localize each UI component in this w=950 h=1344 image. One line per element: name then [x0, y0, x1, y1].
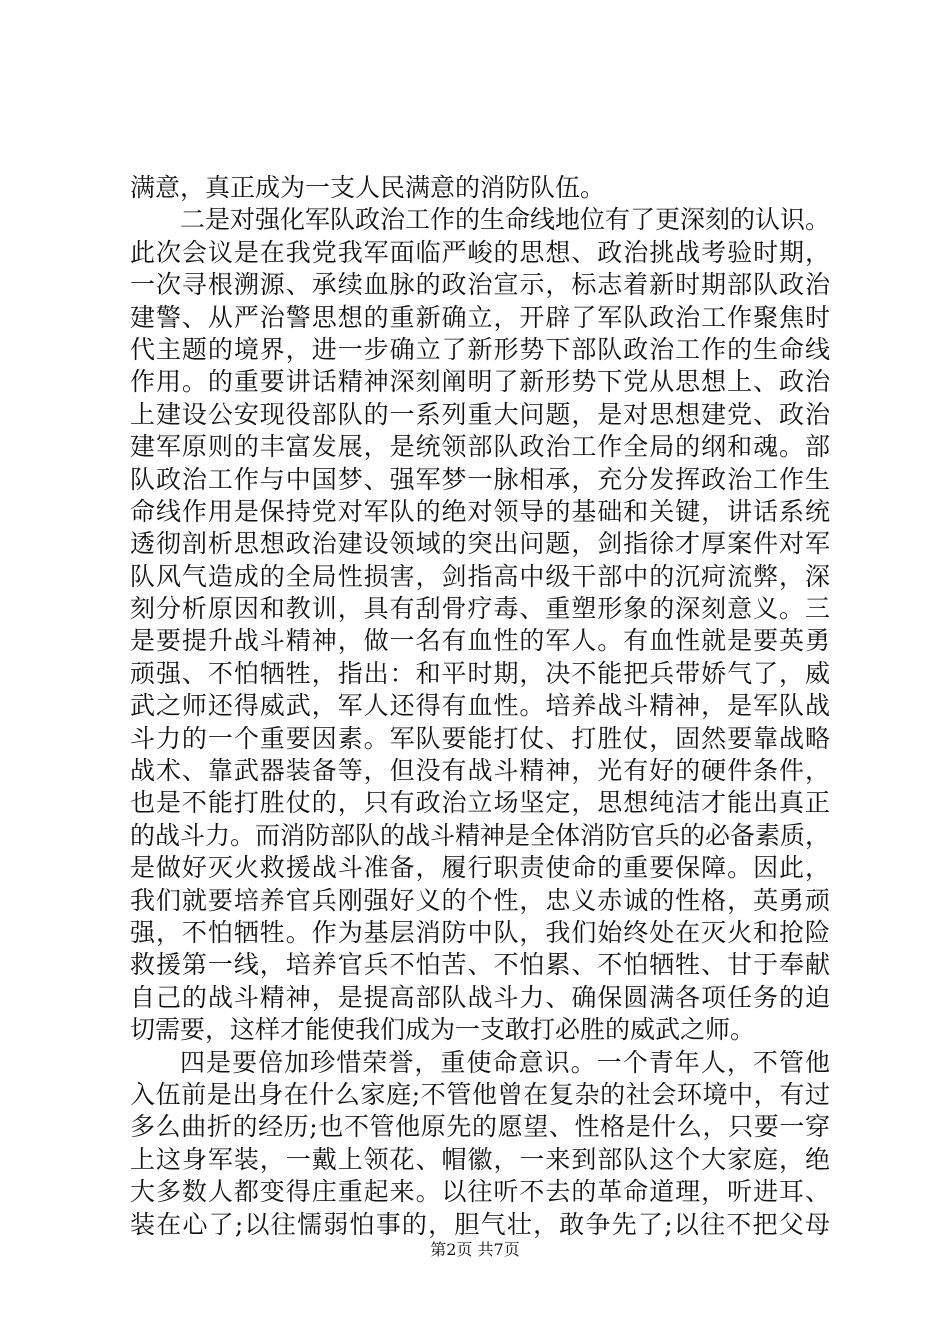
text-line: 满意，真正成为一支人民满意的消防队伍。 — [130, 173, 606, 202]
text-line: 是做好灭火救援战斗准备，履行职责使命的重要保障。因此， — [130, 853, 830, 883]
text-line: 大多数人都变得庄重起来。以往听不去的革命道理，听进耳、 — [130, 1177, 830, 1207]
text-line: 队风气造成的全局性损害，剑指高中级干部中的沉疴流弊，深 — [130, 561, 830, 591]
text-line: 斗力的一个重要因素。军队要能打仗、打胜仗，固然要靠战略 — [130, 723, 830, 753]
text-line: 上这身军装，一戴上领花、帽徽，一来到部队这个大家庭，绝 — [130, 1144, 830, 1174]
text-line: 透彻剖析思想政治建设领域的突出问题，剑指徐才厚案件对军 — [130, 529, 830, 559]
page-footer: 第2页 共7页 — [430, 1240, 520, 1259]
text-line: 的战斗力。而消防部队的战斗精神是全体消防官兵的必备素质， — [130, 820, 831, 850]
text-line: 顽强、不怕牺牲，指出：和平时期，决不能把兵带娇气了，威 — [130, 658, 830, 688]
text-line: 上建设公安现役部队的一系列重大问题，是对思想建党、政治 — [130, 399, 830, 429]
text-line: 代主题的境界，进一步确立了新形势下部队政治工作的生命线 — [130, 334, 830, 364]
text-line: 建警、从严治警思想的重新确立，开辟了军队政治工作聚焦时 — [130, 302, 830, 332]
text-line: 是要提升战斗精神，做一名有血性的军人。有血性就是要英勇 — [130, 626, 830, 656]
text-line: 武之师还得威武，军人还得有血性。培养战斗精神，是军队战 — [130, 691, 830, 721]
text-line: 此次会议是在我党我军面临严峻的思想、政治挑战考验时期， — [130, 237, 830, 267]
text-line: 入伍前是出身在什么家庭;不管他曾在复杂的社会环境中，有过 — [130, 1079, 830, 1109]
text-line: 救援第一线，培养官兵不怕苦、不怕累、不怕牺牲、甘于奉献 — [130, 950, 830, 980]
text-line: 建军原则的丰富发展，是统领部队政治工作全局的纲和魂。部 — [130, 432, 830, 462]
text-line: 切需要，这样才能使我们成为一支敢打必胜的威武之师。 — [130, 1015, 756, 1045]
text-line: 战术、靠武器装备等，但没有战斗精神，光有好的硬件条件， — [130, 756, 830, 786]
text-line: 也是不能打胜仗的，只有政治立场坚定，思想纯洁才能出真正 — [130, 788, 830, 818]
text-line: 自己的战斗精神，是提高部队战斗力、确保圆满各项任务的迫 — [130, 982, 830, 1012]
text-line: 多么曲折的经历;也不管他原先的愿望、性格是什么，只要一穿 — [130, 1112, 830, 1142]
text-line: 作用。的重要讲话精神深刻阐明了新形势下党从思想上、政治 — [130, 367, 830, 397]
text-line: 四是要倍加珍惜荣誉，重使命意识。一个青年人，不管他 — [180, 1047, 830, 1077]
text-line: 强，不怕牺牲。作为基层消防中队，我们始终处在灭火和抢险 — [130, 917, 830, 947]
text-line: 命线作用是保持党对军队的绝对领导的基础和关键，讲话系统 — [130, 496, 830, 526]
text-line: 装在心了;以往懦弱怕事的，胆气壮，敢争先了;以往不把父母 — [130, 1209, 830, 1239]
text-line: 刻分析原因和教训，具有刮骨疗毒、重塑形象的深刻意义。三 — [130, 594, 830, 624]
text-line: 一次寻根溯源、承续血脉的政治宣示，标志着新时期部队政治 — [130, 270, 830, 300]
text-line: 我们就要培养官兵刚强好义的个性，忠义赤诚的性格，英勇顽 — [130, 885, 830, 915]
text-line: 二是对强化军队政治工作的生命线地位有了更深刻的认识。 — [180, 205, 831, 235]
body-text — [130, 172, 830, 1241]
text-line: 队政治工作与中国梦、强军梦一脉相承，充分发挥政治工作生 — [130, 464, 830, 494]
